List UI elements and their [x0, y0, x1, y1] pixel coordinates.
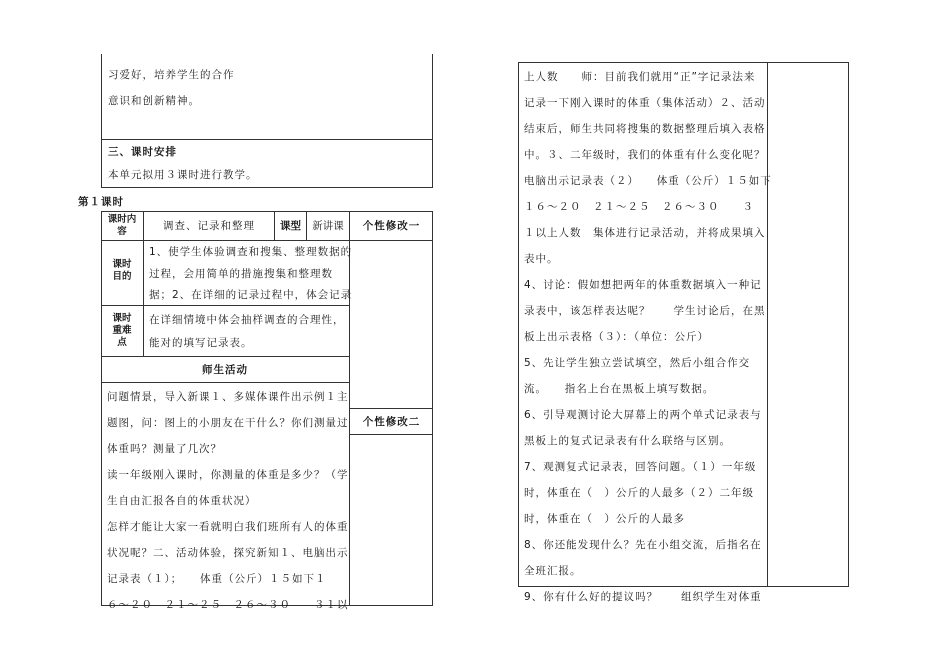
- goal-line-3: 据；2、在详细的记录过程中，体会记录: [149, 289, 353, 301]
- activity-label: 师生活动: [202, 364, 248, 376]
- right-line: 中。３、二年级时，我们的体重有什么变化呢？: [524, 149, 766, 161]
- right-line: １以上人数 集体进行记录活动，并将成果填入: [524, 227, 766, 239]
- right-line: １６～２０ ２１～２５ ２６～３０ ３: [524, 201, 754, 213]
- activity-line: 怎样才能让大家一看就明白我们班所有人的体重: [107, 521, 349, 533]
- right-line: 7、观测复式记录表，回答问题。（１）一年级: [524, 461, 757, 473]
- right-line: 上人数 师：目前我们就用“正”字记录法来: [524, 71, 756, 83]
- right-line: 录表中，该怎样表达呢？ 学生讨论后，在黑: [524, 305, 766, 317]
- activity-line: 状况呢？二、活动体验，探究新知１、电脑出示: [107, 547, 349, 559]
- revise-two-label: 个性修改二: [362, 416, 421, 428]
- right-line: 6、引导观测讨论大屏幕上的两个单式记录表与: [524, 409, 762, 421]
- activity-line: 读一年级刚入课时，你测量的体重是多少？（学: [107, 469, 349, 481]
- right-line: 结束后，师生共同将搜集的数据整理后填入表格: [524, 123, 766, 135]
- goal-label: 课时目的: [112, 259, 132, 282]
- right-line: 时，体重在（ ）公斤的人最多: [524, 513, 685, 525]
- activity-content: [107, 384, 349, 618]
- top-box-line-2: 意识和创新精神。: [108, 95, 200, 107]
- activity-line: 体重吗？测量了几次？: [107, 443, 222, 455]
- key-line-2: 能对的填写记录表。: [149, 337, 253, 349]
- activity-line: 记录表（１）； 体重（公斤）１５如下１: [107, 573, 327, 585]
- right-line: 4、讨论：假如想把两年的体重数据填入一种记: [524, 279, 762, 291]
- activity-line: ６～２０ ２１～２５ ２６～３０ ３１以: [107, 599, 349, 611]
- type-value: 新讲课: [312, 220, 344, 232]
- type-label: 课型: [280, 220, 301, 232]
- right-line: 9、你有什么好的提议吗？ 组织学生对体重: [524, 591, 762, 603]
- right-line: 电脑出示记录表（２） 体重（公斤）１５如下: [524, 175, 772, 187]
- right-line: 5、先让学生独立尝试填空，然后小组合作交: [524, 357, 751, 369]
- goal-line-1: 1、使学生体验调查和搜集、整理数据的: [149, 246, 353, 258]
- top-box-line-1: 习爱好，培养学生的合作: [108, 69, 235, 81]
- key-label: 课时重难点: [112, 313, 132, 348]
- section-heading: 三、课时安排: [108, 146, 177, 158]
- right-line: 时，体重在（ ）公斤的人最多（２）二年级: [524, 487, 754, 499]
- content-value: 调查、记录和整理: [163, 220, 255, 232]
- right-line: 表中。: [524, 253, 559, 265]
- activity-line: 问题情景，导入新课１、多媒体课件出示例１主: [107, 391, 349, 403]
- right-line: 板上出示表格（３）：（单位：公斤）: [524, 331, 709, 343]
- right-content: [524, 64, 772, 610]
- right-line: 流。 指名上台在黑板上填写数据。: [524, 383, 715, 395]
- right-line: 黑板上的复式记录表有什么联络与区别。: [524, 435, 731, 447]
- lesson-title: 第１课时: [78, 196, 124, 208]
- activity-line: 题图，问：图上的小朋友在干什么？你们测量过: [107, 417, 349, 429]
- arrangement-text: 本单元拟用３课时进行教学。: [108, 169, 258, 181]
- activity-line: 生自由汇报各自的体重状况）: [107, 495, 257, 507]
- goal-line-2: 过程，会用简单的措施搜集和整理数: [149, 268, 333, 280]
- content-label: 课时内容: [107, 214, 137, 237]
- revise-one-label: 个性修改一: [362, 220, 421, 232]
- key-line-1: 在详细情境中体会抽样调查的合理性，: [149, 314, 345, 326]
- right-line: 8、你还能发现什么？先在小组交流，后指名在: [524, 539, 762, 551]
- right-line: 全班汇报。: [524, 565, 582, 577]
- right-line: 记录一下刚入课时的体重（集体活动）２、活动: [524, 97, 766, 109]
